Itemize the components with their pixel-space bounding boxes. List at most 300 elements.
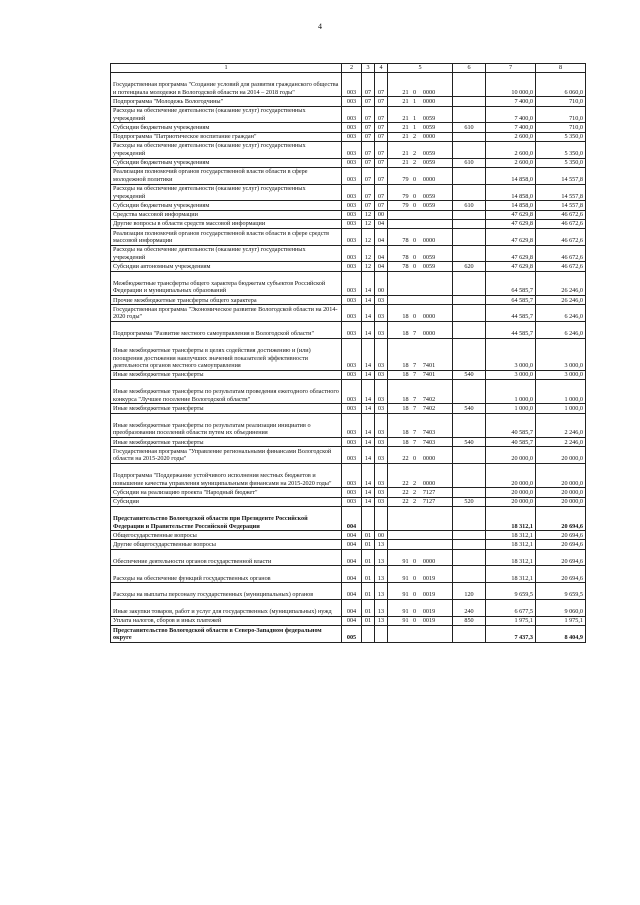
expense-type-code (453, 322, 486, 339)
department-code: 003 (342, 167, 362, 184)
department-code: 003 (342, 404, 362, 413)
section-code: 01 (362, 599, 375, 616)
subsection-code: 07 (375, 132, 388, 141)
amount-year-2: 5 350,0 (536, 141, 586, 158)
subprogram-code: 2 (412, 159, 417, 167)
program-code: 22 (402, 498, 409, 506)
table-row (111, 123, 586, 132)
column-header: 4 (375, 64, 388, 73)
direction-code: 7401 (422, 371, 436, 379)
section-code: 14 (362, 404, 375, 413)
subprogram-code: 0 (412, 88, 417, 96)
amount-year-2: 710,0 (536, 106, 586, 123)
section-code: 12 (362, 219, 375, 228)
program-code: 22 (402, 479, 409, 487)
amount-year-2: 9 060,0 (536, 599, 586, 616)
section-code: 07 (362, 201, 375, 210)
amount-year-2: 26 246,0 (536, 271, 586, 295)
expense-type-code: 540 (453, 438, 486, 447)
table-row (111, 210, 586, 219)
expense-type-code: 540 (453, 404, 486, 413)
subsection-code: 13 (375, 616, 388, 625)
expense-type-code (453, 540, 486, 549)
amount-year-2: 1 000,0 (536, 404, 586, 413)
program-code: 18 (402, 405, 409, 413)
subprogram-code: 7 (412, 405, 417, 413)
target-article-cell (388, 123, 453, 132)
table-row (111, 413, 586, 437)
expense-type-code (453, 549, 486, 566)
table-row (111, 599, 586, 616)
expense-type-code (453, 566, 486, 583)
section-code (362, 625, 375, 642)
department-code: 003 (342, 488, 362, 497)
section-code: 14 (362, 447, 375, 464)
row-name: Расходы на обеспечение деятельности (оказание услуг) государственных учреждений (111, 106, 342, 123)
row-name: Субсидии бюджетным учреждениям (111, 123, 342, 132)
amount-year-1: 64 585,7 (486, 296, 536, 305)
department-code: 004 (342, 583, 362, 600)
amount-year-2: 14 557,8 (536, 167, 586, 184)
subsection-code: 07 (375, 123, 388, 132)
table-row (111, 219, 586, 228)
subsection-code (375, 625, 388, 642)
subprogram-code: 0 (412, 608, 417, 616)
direction-code: 0059 (422, 201, 436, 209)
table-row (111, 488, 586, 497)
department-code: 003 (342, 141, 362, 158)
amount-year-1: 20 000,0 (486, 488, 536, 497)
department-code: 004 (342, 566, 362, 583)
section-code: 07 (362, 158, 375, 167)
direction-code: 7402 (422, 395, 436, 403)
department-code: 004 (342, 540, 362, 549)
subsection-code: 07 (375, 97, 388, 106)
amount-year-2: 20 694,6 (536, 531, 586, 540)
department-code: 003 (342, 370, 362, 379)
section-code: 12 (362, 262, 375, 271)
row-name: Другие вопросы в области средств массовой информации (111, 219, 342, 228)
amount-year-2: 6 246,0 (536, 322, 586, 339)
row-name: Субсидии бюджетным учреждениям (111, 201, 342, 210)
target-article-cell (388, 73, 453, 97)
section-code: 07 (362, 184, 375, 201)
table-row (111, 262, 586, 271)
subsection-code: 07 (375, 73, 388, 97)
subprogram-code: 7 (412, 438, 417, 446)
amount-year-1: 40 585,7 (486, 413, 536, 437)
amount-year-2: 8 404,9 (536, 625, 586, 642)
subprogram-code: 0 (412, 617, 417, 625)
subsection-code: 07 (375, 184, 388, 201)
subprogram-code: 2 (412, 133, 417, 141)
direction-code: 7403 (422, 438, 436, 446)
expense-type-code (453, 531, 486, 540)
amount-year-1: 2 600,0 (486, 158, 536, 167)
column-header: 3 (362, 64, 375, 73)
amount-year-2: 20 694,6 (536, 566, 586, 583)
subprogram-code: 2 (412, 488, 417, 496)
subprogram-code: 2 (412, 149, 417, 157)
expense-type-code: 610 (453, 158, 486, 167)
target-article-cell (388, 531, 453, 540)
table-row (111, 549, 586, 566)
amount-year-2: 6 060,0 (536, 73, 586, 97)
subprogram-code: 0 (412, 253, 417, 261)
program-code: 18 (402, 395, 409, 403)
subsection-code: 04 (375, 219, 388, 228)
direction-code: 0019 (422, 574, 436, 582)
section-code: 14 (362, 296, 375, 305)
expense-type-code (453, 106, 486, 123)
subprogram-code: 0 (412, 201, 417, 209)
table-row (111, 158, 586, 167)
direction-code: 0019 (422, 608, 436, 616)
subsection-code: 03 (375, 463, 388, 487)
amount-year-2: 20 000,0 (536, 497, 586, 506)
program-code: 18 (402, 371, 409, 379)
expense-type-code (453, 506, 486, 530)
target-article-cell (388, 262, 453, 271)
table-row (111, 271, 586, 295)
direction-code: 7127 (422, 498, 436, 506)
program-code: 78 (402, 263, 409, 271)
program-code: 18 (402, 438, 409, 446)
expense-type-code: 610 (453, 123, 486, 132)
row-name: Средства массовой информации (111, 210, 342, 219)
row-name: Межбюджетные трансферты общего характера бюджетам субъектов Российской Федерации и муниципальных образований (111, 271, 342, 295)
section-code: 14 (362, 370, 375, 379)
amount-year-1: 47 629,8 (486, 210, 536, 219)
amount-year-1: 18 312,1 (486, 531, 536, 540)
program-code: 91 (402, 557, 409, 565)
column-header: 7 (486, 64, 536, 73)
column-number-row (111, 64, 586, 73)
amount-year-1: 1 975,1 (486, 616, 536, 625)
amount-year-2: 46 672,6 (536, 262, 586, 271)
department-code: 004 (342, 599, 362, 616)
department-code: 003 (342, 296, 362, 305)
department-code: 003 (342, 380, 362, 404)
direction-code: 0059 (422, 149, 436, 157)
direction-code: 0000 (422, 133, 436, 141)
direction-code: 0000 (422, 97, 436, 105)
expense-type-code: 850 (453, 616, 486, 625)
table-row (111, 583, 586, 600)
table-row (111, 380, 586, 404)
subsection-code: 00 (375, 271, 388, 295)
department-code: 004 (342, 549, 362, 566)
amount-year-1: 10 000,0 (486, 73, 536, 97)
subprogram-code: 0 (412, 574, 417, 582)
amount-year-2: 20 694,6 (536, 540, 586, 549)
target-article-cell (388, 167, 453, 184)
table-row (111, 228, 586, 245)
target-article-cell (388, 228, 453, 245)
section-code: 14 (362, 488, 375, 497)
subprogram-code: 0 (412, 192, 417, 200)
amount-year-2: 46 672,6 (536, 219, 586, 228)
amount-year-2: 1 975,1 (536, 616, 586, 625)
table-row (111, 447, 586, 464)
direction-code: 0000 (422, 455, 436, 463)
amount-year-1: 14 858,0 (486, 201, 536, 210)
amount-year-2: 46 672,6 (536, 245, 586, 262)
row-name: Иные межбюджетные трансферты в целях содействия достижению и (или) поощрения достижения наилучших значений показателей эффективности деятельности органов местного самоуправления (111, 338, 342, 370)
direction-code: 0000 (422, 88, 436, 96)
expense-type-code (453, 488, 486, 497)
amount-year-2: 20 000,0 (536, 463, 586, 487)
section-code: 01 (362, 549, 375, 566)
expense-type-code (453, 271, 486, 295)
table-row (111, 245, 586, 262)
department-code: 003 (342, 73, 362, 97)
subprogram-code: 0 (412, 263, 417, 271)
amount-year-2: 2 246,0 (536, 438, 586, 447)
program-code: 18 (402, 429, 409, 437)
section-code: 14 (362, 271, 375, 295)
program-code: 18 (402, 313, 409, 321)
target-article-cell (388, 413, 453, 437)
column-header: 8 (536, 64, 586, 73)
amount-year-1: 20 000,0 (486, 497, 536, 506)
department-code: 003 (342, 338, 362, 370)
expense-type-code (453, 228, 486, 245)
target-article-cell (388, 447, 453, 464)
expense-type-code (453, 167, 486, 184)
department-code: 003 (342, 184, 362, 201)
row-name: Представительство Вологодской области при Президенте Российской Федерации и Правительстве Российской Федерации (111, 506, 342, 530)
subprogram-code: 1 (412, 114, 417, 122)
subsection-code: 13 (375, 540, 388, 549)
row-name: Подпрограмма "Молодежь Вологодчины" (111, 97, 342, 106)
row-name: Иные межбюджетные трансферты (111, 370, 342, 379)
table-row (111, 566, 586, 583)
direction-code: 7402 (422, 405, 436, 413)
program-code: 21 (402, 114, 409, 122)
direction-code: 0059 (422, 123, 436, 131)
target-article-cell (388, 97, 453, 106)
amount-year-2: 9 659,5 (536, 583, 586, 600)
program-code: 21 (402, 159, 409, 167)
amount-year-2: 6 246,0 (536, 305, 586, 322)
row-name: Другие общегосударственные вопросы (111, 540, 342, 549)
subsection-code: 13 (375, 549, 388, 566)
target-article-cell (388, 271, 453, 295)
row-name: Субсидии (111, 497, 342, 506)
amount-year-1: 18 312,1 (486, 549, 536, 566)
row-name: Прочие межбюджетные трансферты общего характера (111, 296, 342, 305)
section-code: 14 (362, 463, 375, 487)
row-name: Обеспечение деятельности органов государственной власти (111, 549, 342, 566)
row-name: Расходы на обеспечение деятельности (оказание услуг) государственных учреждений (111, 245, 342, 262)
row-name: Государственная программа "Управление региональными финансами Вологодской области на 2015-2020 годы" (111, 447, 342, 464)
table-row (111, 296, 586, 305)
section-code: 12 (362, 228, 375, 245)
target-article-cell (388, 219, 453, 228)
table-row (111, 497, 586, 506)
department-code: 003 (342, 413, 362, 437)
section-code: 01 (362, 540, 375, 549)
subsection-code: 03 (375, 380, 388, 404)
amount-year-1: 40 585,7 (486, 438, 536, 447)
target-article-cell (388, 158, 453, 167)
section-code: 07 (362, 132, 375, 141)
subsection-code: 00 (375, 531, 388, 540)
section-code: 01 (362, 531, 375, 540)
section-code: 12 (362, 210, 375, 219)
program-code: 91 (402, 608, 409, 616)
table-row (111, 132, 586, 141)
amount-year-1: 47 629,8 (486, 219, 536, 228)
subprogram-code: 0 (412, 313, 417, 321)
subsection-code: 07 (375, 201, 388, 210)
table-row (111, 73, 586, 97)
direction-code: 0059 (422, 159, 436, 167)
direction-code: 0019 (422, 617, 436, 625)
section-code: 01 (362, 583, 375, 600)
expense-type-code (453, 184, 486, 201)
target-article-cell (388, 540, 453, 549)
department-code: 003 (342, 158, 362, 167)
target-article-cell (388, 463, 453, 487)
department-code: 004 (342, 506, 362, 530)
target-article-cell (388, 210, 453, 219)
department-code: 004 (342, 616, 362, 625)
row-name: Подпрограмма "Развитие местного самоуправления в Вологодской области" (111, 322, 342, 339)
amount-year-2: 710,0 (536, 123, 586, 132)
program-code: 78 (402, 237, 409, 245)
expense-type-code: 520 (453, 497, 486, 506)
subsection-code (375, 506, 388, 530)
amount-year-1: 44 585,7 (486, 322, 536, 339)
subprogram-code: 0 (412, 591, 417, 599)
department-code: 003 (342, 463, 362, 487)
subsection-code: 03 (375, 447, 388, 464)
section-code: 14 (362, 413, 375, 437)
target-article-cell (388, 583, 453, 600)
subsection-code: 04 (375, 245, 388, 262)
table-row (111, 184, 586, 201)
direction-code: 7401 (422, 362, 436, 370)
direction-code: 0000 (422, 479, 436, 487)
direction-code: 0000 (422, 237, 436, 245)
department-code: 003 (342, 262, 362, 271)
subprogram-code: 0 (412, 557, 417, 565)
expense-type-code (453, 380, 486, 404)
row-name: Иные межбюджетные трансферты по результатам реализации инициатив о преобразовании поселений области путем их объединения (111, 413, 342, 437)
direction-code: 0019 (422, 591, 436, 599)
amount-year-1: 20 000,0 (486, 463, 536, 487)
column-header: 1 (111, 64, 342, 73)
row-name: Иные закупки товаров, работ и услуг для государственных (муниципальных) нужд (111, 599, 342, 616)
row-name: Расходы на обеспечение деятельности (оказание услуг) государственных учреждений (111, 141, 342, 158)
expense-type-code (453, 219, 486, 228)
section-code: 07 (362, 97, 375, 106)
amount-year-1: 18 312,1 (486, 540, 536, 549)
subsection-code: 13 (375, 566, 388, 583)
amount-year-1: 7 400,0 (486, 97, 536, 106)
row-name: Расходы на выплаты персоналу государственных (муниципальных) органов (111, 583, 342, 600)
table-row (111, 540, 586, 549)
expense-type-code (453, 447, 486, 464)
target-article-cell (388, 599, 453, 616)
table-row (111, 531, 586, 540)
row-name: Субсидии автономным учреждениям (111, 262, 342, 271)
target-article-cell (388, 438, 453, 447)
table-body (111, 73, 586, 643)
table-row (111, 201, 586, 210)
row-name: Реализация полномочий органов государственной власти области в сфере молодежной политики (111, 167, 342, 184)
target-article-cell (388, 141, 453, 158)
subsection-code: 03 (375, 322, 388, 339)
department-code: 003 (342, 322, 362, 339)
subprogram-code: 7 (412, 330, 417, 338)
department-code: 003 (342, 228, 362, 245)
section-code (362, 506, 375, 530)
section-code: 14 (362, 338, 375, 370)
amount-year-2: 1 000,0 (536, 380, 586, 404)
subsection-code: 03 (375, 438, 388, 447)
amount-year-1: 6 677,5 (486, 599, 536, 616)
amount-year-1: 1 000,0 (486, 404, 536, 413)
target-article-cell (388, 380, 453, 404)
amount-year-2: 20 000,0 (536, 447, 586, 464)
amount-year-1: 7 437,3 (486, 625, 536, 642)
program-code: 21 (402, 97, 409, 105)
amount-year-2: 2 246,0 (536, 413, 586, 437)
amount-year-2: 14 557,8 (536, 201, 586, 210)
expense-type-code (453, 132, 486, 141)
table-row (111, 305, 586, 322)
direction-code: 7403 (422, 429, 436, 437)
program-code: 79 (402, 175, 409, 183)
amount-year-2: 20 694,6 (536, 506, 586, 530)
table-row (111, 404, 586, 413)
direction-code: 0059 (422, 263, 436, 271)
section-code: 14 (362, 497, 375, 506)
subprogram-code: 1 (412, 97, 417, 105)
row-name: Представительство Вологодской области в Северо-Западном федеральном округе (111, 625, 342, 642)
row-name: Подпрограмма "Патриотическое воспитание граждан" (111, 132, 342, 141)
department-code: 003 (342, 106, 362, 123)
expense-type-code (453, 210, 486, 219)
amount-year-2: 20 694,6 (536, 549, 586, 566)
section-code: 14 (362, 305, 375, 322)
target-article-cell (388, 184, 453, 201)
table-row (111, 338, 586, 370)
expense-type-code (453, 625, 486, 642)
expense-type-code (453, 463, 486, 487)
subsection-code: 03 (375, 404, 388, 413)
row-name: Иные межбюджетные трансферты по результатам проведения ежегодного областного конкурса "Лучшее поселение Вологодской области" (111, 380, 342, 404)
subsection-code: 03 (375, 370, 388, 379)
expense-type-code (453, 413, 486, 437)
amount-year-1: 47 629,8 (486, 228, 536, 245)
department-code: 003 (342, 271, 362, 295)
section-code: 14 (362, 322, 375, 339)
expense-type-code (453, 97, 486, 106)
row-name: Государственная программа "Создание условий для развития гражданского общества и потенциала молодежи в Вологодской области на 2014 – 2018 годы" (111, 73, 342, 97)
program-code: 18 (402, 362, 409, 370)
amount-year-2: 46 672,6 (536, 210, 586, 219)
department-code: 003 (342, 497, 362, 506)
program-code: 91 (402, 591, 409, 599)
row-name: Иные межбюджетные трансферты (111, 438, 342, 447)
column-header: 2 (342, 64, 362, 73)
subprogram-code: 7 (412, 429, 417, 437)
section-code: 07 (362, 73, 375, 97)
